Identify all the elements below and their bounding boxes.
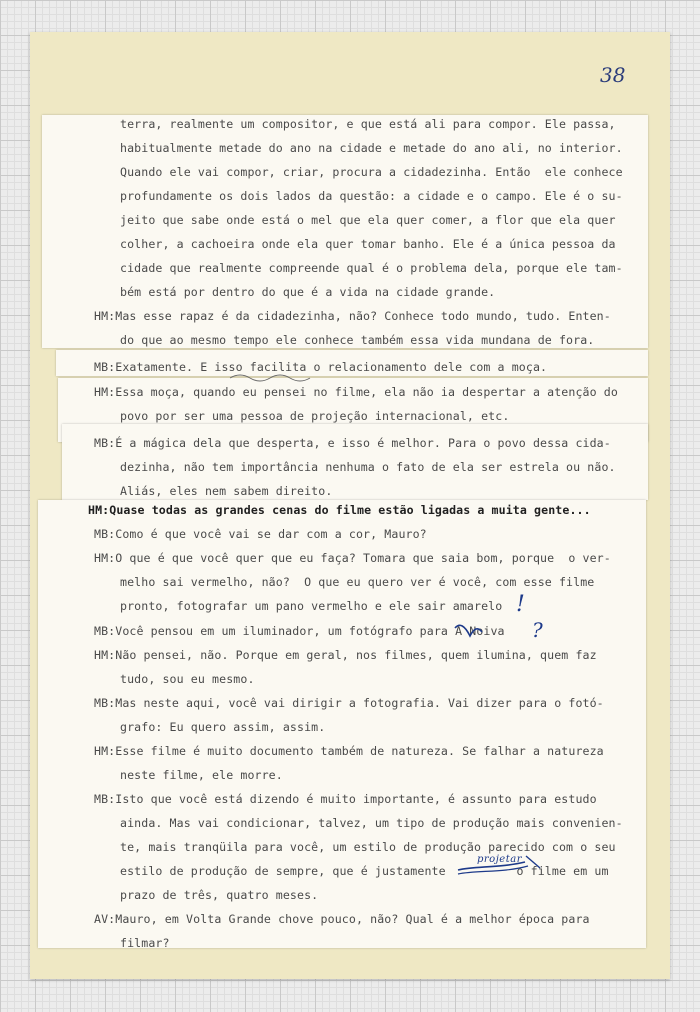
text-line: cidade que realmente compreende qual é o problema dela, porque ele tam- (120, 261, 623, 275)
text-line: colher, a cachoeira onde ela quer tomar banho. Ele é a única pessoa da (120, 237, 616, 251)
handwritten-question-mark: ? (532, 618, 543, 642)
text-line: filmar? (120, 936, 170, 950)
text-line: bém está por dentro do que é a vida na cidade grande. (120, 285, 496, 299)
text-line: AV:Mauro, em Volta Grande chove pouco, não? Qual é a melhor época para (94, 912, 590, 926)
text-line: HM:Esse filme é muito documento também de natureza. Se falhar a natureza (94, 744, 604, 758)
text-line: ainda. Mas vai condicionar, talvez, um tipo de produção mais convenien- (120, 816, 623, 830)
text-line: jeito que sabe onde está o mel que ela quer comer, a flor que ela quer (120, 213, 616, 227)
text-line: MB:É a mágica dela que desperta, e isso é melhor. Para o povo dessa cida- (94, 436, 611, 450)
text-line: estilo de produção de sempre, que é justamente o filme em um (120, 864, 609, 878)
text-line: do que ao mesmo tempo ele conhece também essa vida mundana de fora. (120, 333, 595, 347)
text-line: pronto, fotografar um pano vermelho e ele sair amarelo (120, 599, 503, 613)
text-line: habitualmente metade do ano na cidade e metade do ano ali, no interior. (120, 141, 623, 155)
text-line: MB:Mas neste aqui, você vai dirigir a fotografia. Vai dizer para o fotó- (94, 696, 604, 710)
text-line: Quando ele vai compor, criar, procura a cidadezinha. Então ele conhece (120, 165, 623, 179)
text-line: povo por ser uma pessoa de projeção internacional, etc. (120, 409, 510, 423)
text-line: MB:Você pensou em um iluminador, um fotógrafo para A Noiva (94, 624, 505, 638)
text-line: MB:Isto que você está dizendo é muito importante, é assunto para estudo (94, 792, 597, 806)
handwritten-exclamation: ! (516, 592, 525, 617)
text-line: Aliás, eles nem sabem direito. (120, 484, 333, 498)
text-line: HM:Quase todas as grandes cenas do filme estão ligadas a muita gente... (88, 503, 591, 517)
handwritten-inserted-word: projetar (477, 854, 522, 865)
text-line: profundamente os dois lados da questão: a cidade e o campo. Ele é o su- (120, 189, 623, 203)
text-line: grafo: Eu quero assim, assim. (120, 720, 326, 734)
text-line: HM:Essa moça, quando eu pensei no filme, ela não ia despertar a atenção do (94, 385, 618, 399)
text-line: HM:Não pensei, não. Porque em geral, nos filmes, quem ilumina, quem faz (94, 648, 597, 662)
text-line: HM:O que é que você quer que eu faça? Tomara que saia bom, porque o ver- (94, 551, 611, 565)
text-line: te, mais tranqüila para você, um estilo de produção parecido com o seu (120, 840, 616, 854)
page-number: 38 (600, 63, 626, 87)
text-line: dezinha, não tem importância nenhuma o fato de ela ser estrela ou não. (120, 460, 616, 474)
text-line: tudo, sou eu mesmo. (120, 672, 255, 686)
text-line: terra, realmente um compositor, e que está ali para compor. Ele passa, (120, 117, 616, 131)
text-line: MB:Como é que você vai se dar com a cor, Mauro? (94, 527, 427, 541)
text-line: neste filme, ele morre. (120, 768, 283, 782)
text-line: MB:Exatamente. E isso facilita o relacionamento dele com a moça. (94, 360, 548, 374)
text-line: prazo de três, quatro meses. (120, 888, 319, 902)
text-line: melho sai vermelho, não? O que eu quero ver é você, com esse filme (120, 575, 595, 589)
text-line: HM:Mas esse rapaz é da cidadezinha, não? Conhece todo mundo, tudo. Enten- (94, 309, 611, 323)
